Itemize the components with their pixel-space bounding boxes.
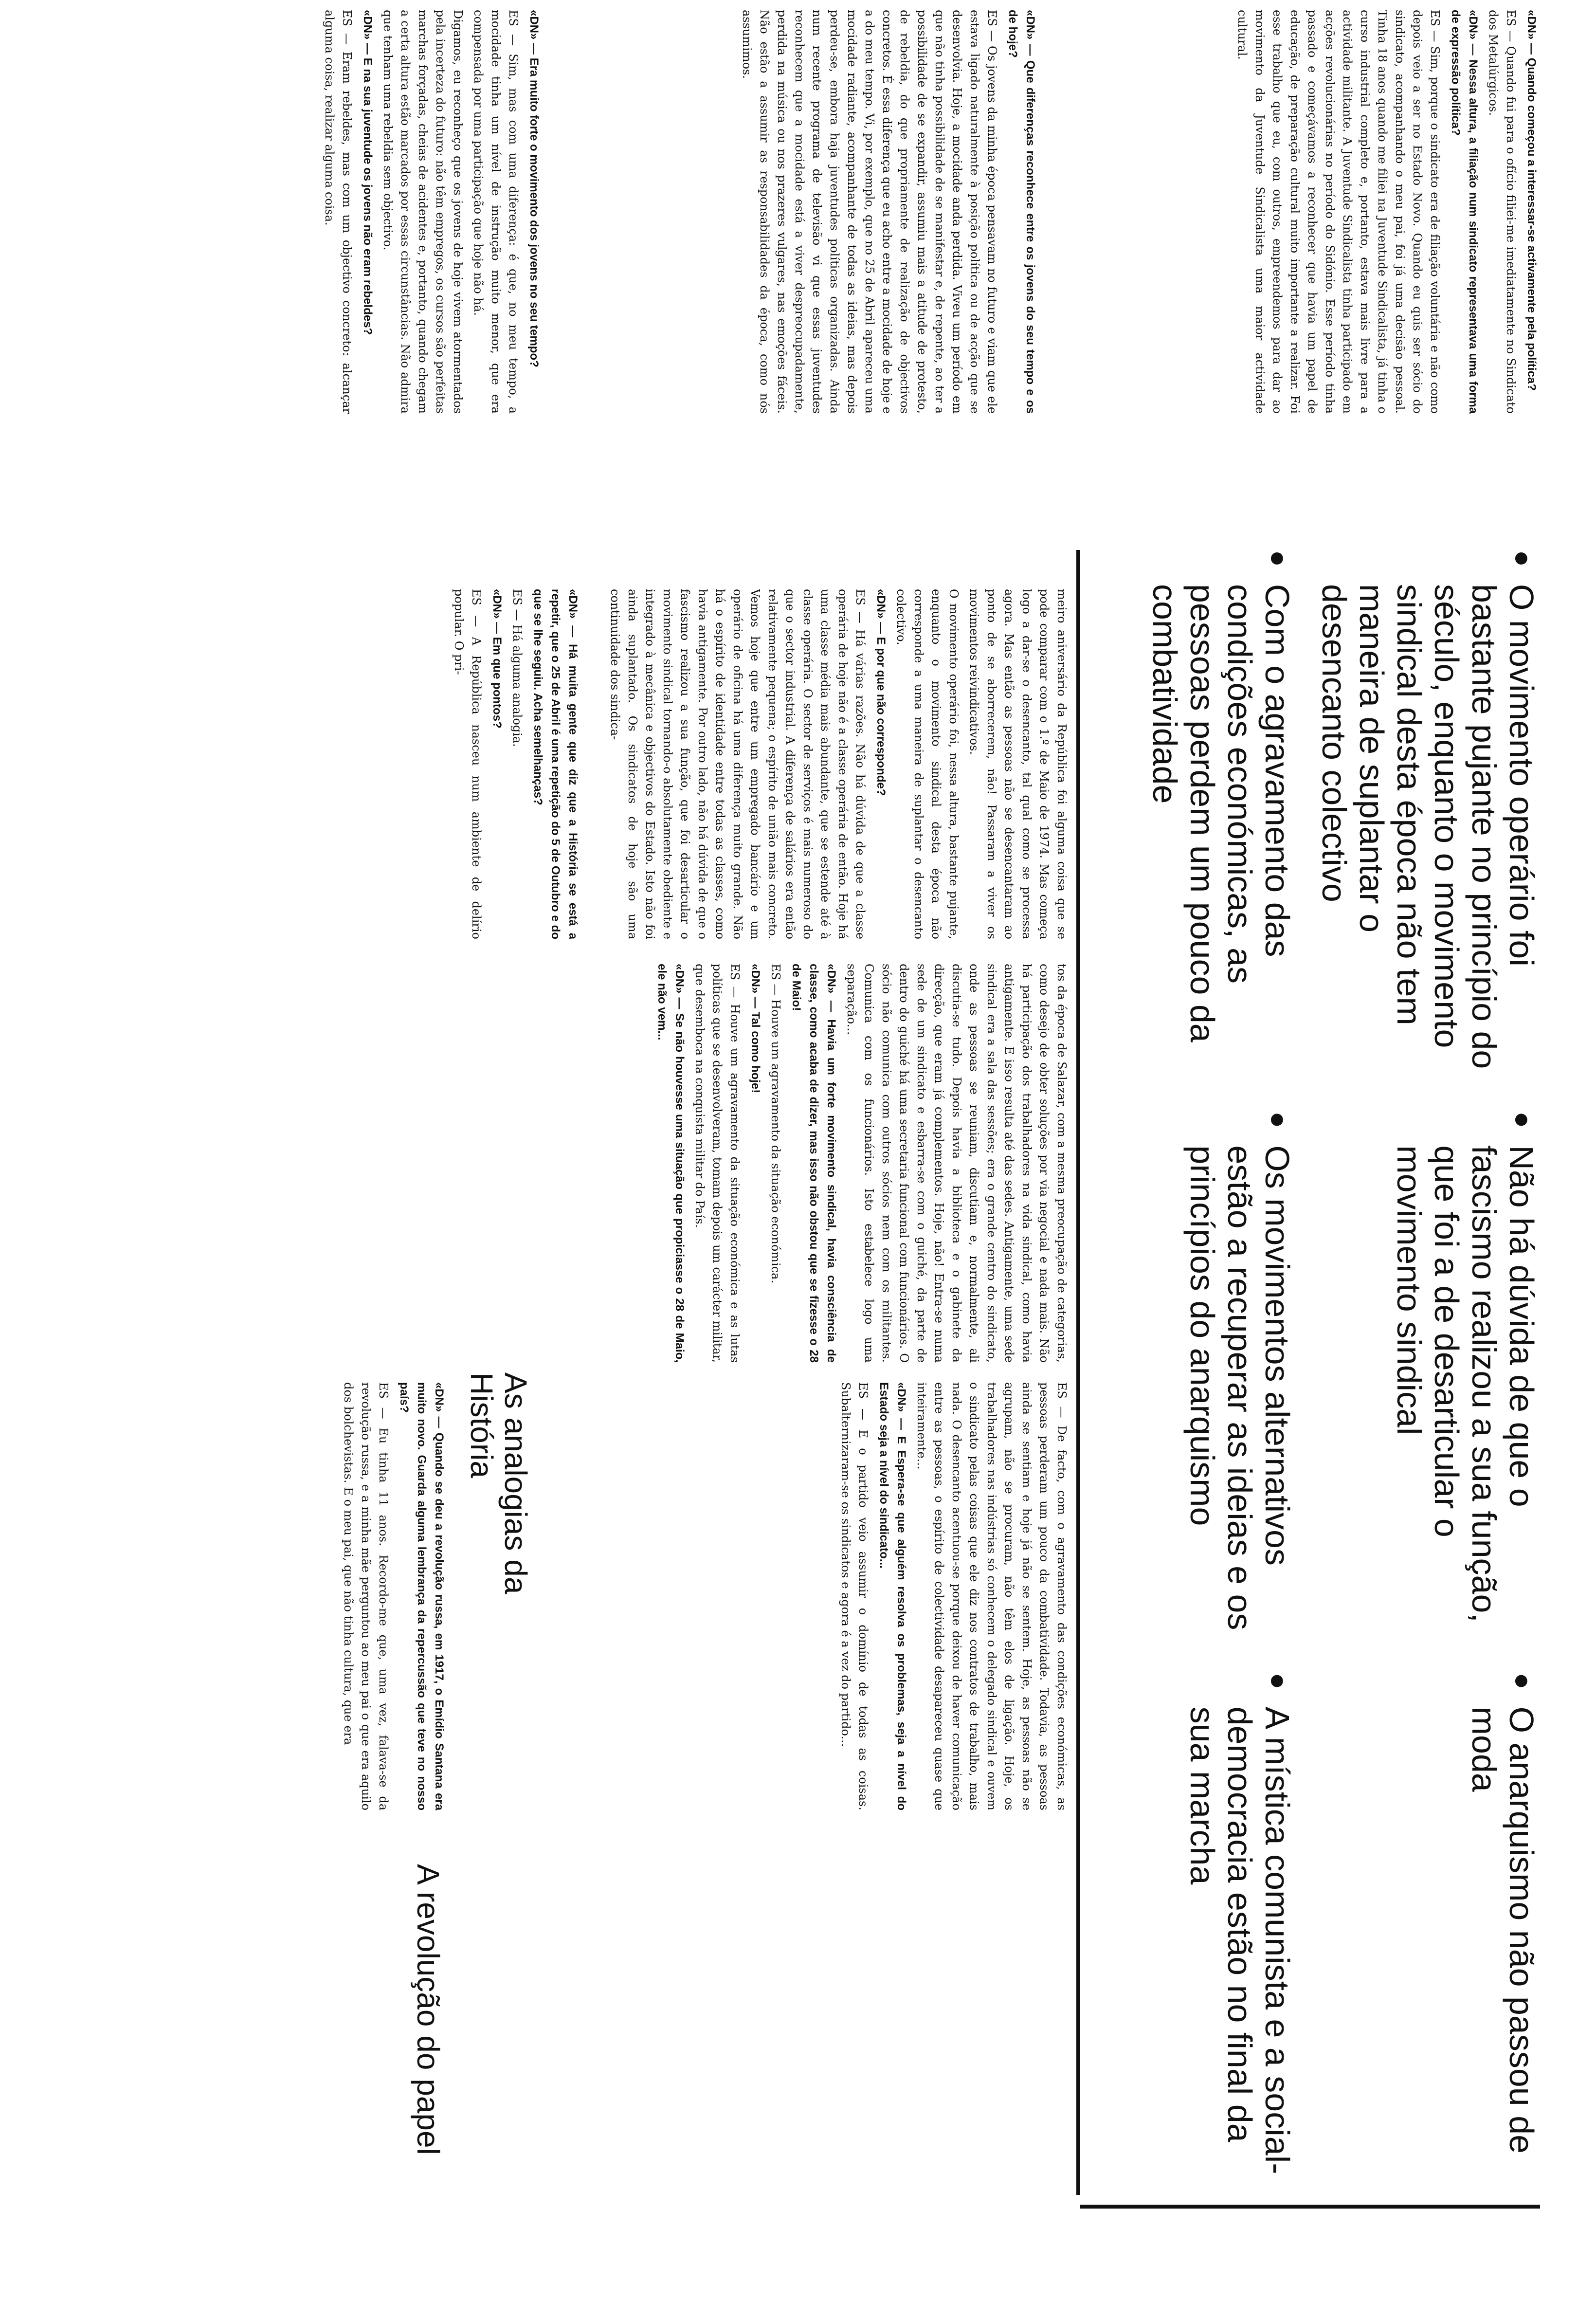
- interview-answer: ES — A República nasceu num ambiente de delírio popular. O pri-: [452, 589, 483, 939]
- column-right-1: [448, 1382, 1070, 1810]
- interview-question: «DN» — Tal como hoje!: [749, 964, 762, 1094]
- highlight-item: ● O movimento operário foi bastante pujante no princípio do século, enquanto o movimento sindical desta época não tem maneira de suplantar o desencanto colectivo: [1315, 550, 1540, 1072]
- interview-question: «DN» — Era muito forte o movimento dos jovens no seu tempo?: [527, 10, 541, 367]
- interview-answer: ES — Há várias razões. Não há dúvida de que a classe operária de hoje não é a classe operária de então. Hoje há uma classe média mais abundante, que se estende até à classe operária. O sector de serviços é mais numeroso do que o sector industrial. A diferença de salários era então relativamente pequena; o espírito de união mais concreto. Vemos hoje que entre um empregado bancário e um operário de oficina há uma diferença muito grande. Não há o espírito de identidade entre todas as classes, como havia antigamente. Por outro lado, não há dúvida de que o fascismo realizou a sua função, que foi desarticular o movimento sindical tornando-o absolutamente obediente e integrado à mecânica e objectivos do Estado. Isto não foi ainda suplantado. Os sindicatos de hoje são uma continuidade dos sindica-: [608, 589, 867, 939]
- interview-answer: ES — Houve um agravamento da situação económica.: [769, 964, 782, 1284]
- column-c: [36, 10, 543, 414]
- highlight-item: ● Com o agravamento das condições económicas, as pessoas perdem um pouco da combatividade: [1146, 550, 1296, 1072]
- interview-answer: ES — E o partido veio assumir o domínio de todas as coisas. Subalternizaram-se os sindicatos e agora é a vez do partido...: [839, 1382, 870, 1810]
- interview-answer: ES — Eu tinha 11 anos. Recordo-me que, uma vez, falava-se da revolução russa, e a minha mãe perguntou ao meu pai o que era aquilo dos bolchevistas. E o meu pai, que não tinha cultura, que era: [342, 1382, 390, 1810]
- highlight-item: ● A mística comunista e a social-democracia estão no final da sua marcha: [1146, 1673, 1296, 2195]
- highlight-rule-vertical: [1080, 2205, 1540, 2209]
- section-title-analogias: As analogias da História: [464, 1372, 533, 1594]
- interview-answer: Digamos, eu reconheço que os jovens de hoje vivem atormentados pela incerteza do futuro: não têm empregos, os cursos são perfeitas marchas forçadas, cheias de acidentes e, portanto, quando chegam a certa altura estão marcados por essas circunstâncias. Não admira que tenham uma rebeldia sem objectivo.: [381, 10, 465, 414]
- interview-question: «DN» — Quando começou a interessar-se activamente pela política?: [1525, 10, 1538, 391]
- highlight-item: ● Os movimentos alternativos estão a recuperar as ideias e os princípios do anarquismo: [1146, 1111, 1296, 1633]
- highlight-item: ● O anarquismo não passou de moda: [1315, 1673, 1540, 2195]
- highlight-rule: [1076, 550, 1080, 2195]
- interview-question: «DN» — E na sua juventude os jovens não eram rebeldes?: [361, 10, 374, 335]
- interview-question: «DN» — Em que pontos?: [490, 589, 504, 729]
- section-title-revolucao: A revolução do papel: [411, 1864, 446, 2155]
- column-a: [1039, 10, 1540, 414]
- column-mid-3: [49, 964, 1070, 1363]
- interview-question: «DN» — Havia um forte movimento sindical, havia consciência de classe, como acaba de dizer, mas isso não obstou que se fizesse o 28 de Maio!: [790, 964, 838, 1363]
- interview-question: «DN» — Quando se deu a revolução russa, em 1917, o Emídio Santana era muito novo. Guarda alguma lembrança da repercussão que teve no nosso país?: [398, 1382, 446, 1810]
- column-mid-2: [46, 589, 581, 939]
- column-mid-1: [584, 589, 1070, 939]
- column-b: [543, 10, 1039, 414]
- interview-question: «DN» — Nessa altura, a filiação num sindicato representava uma forma de expressão política?: [1449, 10, 1480, 414]
- highlights-box: [1083, 550, 1540, 2195]
- interview-answer: ES — De facto, com o agravamento das condições económicas, as pessoas perderam um pouco da combatividade. Todavia, as pessoas ainda se sentiam e hoje já não se sentem. Hoje, as pessoas não se agrupam, não se procuram, não têm elos de ligação. Hoje, os trabalhadores nas indústrias só conhecem o delegado sindical e ouvem o sindicato pelas coisas que ele diz nos contratos de trabalho, mais nada. O desencanto acentuou-se porque deixou de haver comunicação entre as pessoas, o espírito de colectividade desapareceu quase que inteiramente...: [915, 1382, 1069, 1810]
- interview-answer: ES — Quando fui para o ofício filiei-me imediatamente no Sindicato dos Metalúrgicos.: [1487, 10, 1518, 414]
- interview-answer: ES — Eram rebeldes, mas com um objectivo concreto: alcançar alguma coisa, realizar alguma coisa.: [323, 10, 354, 414]
- column-right-2: [34, 1382, 448, 1810]
- interview-answer: ES — Os jovens da minha época pensavam no futuro e viam que ele estava ligado naturalmente à posição política ou de acção que se desenvolvia. Hoje, a mocidade anda perdida. Viveu um período em que não tinha possibilidade de se manifestar e, de repente, ao ter a possibilidade de se expandir, assumiu mais a atitude de protesto, de rebeldia, do que propriamente de realização de objectivos concretos. É essa diferença que eu acho entre a mocidade de hoje e a do meu tempo. Vi, por exemplo, que no 25 de Abril apareceu uma mocidade radiante, acompanhante de todas as ideias, mas depois perdeu-se, embora haja juventudes políticas organizadas. Ainda num recente programa de televisão vi que essas juventudes reconhecem que a mocidade está a viver despreocupadamente, perdida na música ou nos prazeres vulgares, nas emoções fáceis. Não estão a assumir as responsabilidades da época, como nós assumimos.: [740, 10, 999, 414]
- interview-answer: ES — Há alguma analogia.: [510, 589, 524, 747]
- highlight-item: ● Não há dúvida de que o fascismo realizou a sua função, que foi a de desarticular o movimento sindical: [1315, 1111, 1540, 1633]
- interview-question: «DN» — Que diferenças reconhece entre os jovens do seu tempo e os de hoje?: [1006, 10, 1037, 414]
- interview-question: «DN» — Se não houvesse uma situação que propiciasse o 28 de Maio, ele não vem...: [655, 964, 686, 1363]
- interview-answer: tos da época de Salazar, com a mesma preocupação de categorias, como desejo de obter soluções por via negocial e nada mais. Não há participação dos trabalhadores na vida sindical, como havia antigamente. E isso resulta até das sedes. Antigamente, uma sede sindical era a sala das sessões; era o grande centro do sindicato, onde as pessoas se reuniam, discutiam e, normalmente, ali discutia-se tudo. Depois havia a biblioteca e o gabinete da direcção, que eram já complementos. Hoje, não! Entra-se numa sede de um sindicato e esbarra-se com o guiché, da parte de dentro do guiché há uma secretaria funcional com funcionários. O sócio não comunica com outros sócios nem com os militantes. Comunica com os funcionários. Isto estabelece logo uma separação...: [845, 964, 1069, 1363]
- interview-answer: meiro aniversário da República foi alguma coisa que se pode comparar com o 1.º de Maio de 1974. Mas começa logo a dar-se o desencanto, tal qual como se processa agora. Mas então as pessoas não se desencantaram ao ponto de se aborrecerem, não! Passaram a viver os movimentos reivindicativos.: [967, 589, 1069, 939]
- highlights-grid: [1146, 550, 1540, 2195]
- interview-answer: ES — Sim, porque o sindicato era de filiação voluntária e não como depois veio a ser no Estado Novo. Quando eu quis ser sócio do sindicato, acompanhando o meu pai, foi já uma decisão pessoal. Tinha 18 anos quando me filiei na Juventude Sindicalista, já tinha o curso industrial completo e, portanto, estava mais livre para a actividade militante. A Juventude Sindicalista tinha participado em acções revolucionárias no período do Sidónio. Esse período tinha passado e começávamos a reconhecer que havia um papel de educação, de preparação cultural muito importante a realizar. Foi esse trabalho que eu, com outros, empreendemos para dar ao movimento da Juventude Sindicalista uma maior actividade cultural.: [1235, 10, 1442, 414]
- interview-answer: ES — Sim, mas com uma diferença: é que, no meu tempo, a mocidade tinha um nível de instrução muito menor, que era compensada por uma participação que hoje não há.: [472, 10, 520, 414]
- interview-answer: O movimento operário foi, nessa altura, bastante pujante, enquanto o movimento sindical desta época não corresponde a uma maneira de suplantar o desencanto colectivo.: [894, 589, 961, 939]
- interview-question: «DN» — Há muita gente que diz que a História se está a repetir, que o 25 de Abril é uma repetição do 5 de Outubro e do que se lhe seguiu. Acha semelhanças?: [531, 589, 580, 939]
- interview-question: «DN» — E por que não corresponde?: [874, 589, 888, 796]
- interview-answer: ES — Houve um agravamento da situação económica e as lutas políticas que se desenvolveram, tomam depois um carácter militar, que desemboca na conquista militar do País.: [693, 964, 742, 1363]
- interview-question: «DN» — E Espera-se que alguém resolva os problemas, seja a nível do Estado seja a nível do sindicato...: [877, 1382, 908, 1810]
